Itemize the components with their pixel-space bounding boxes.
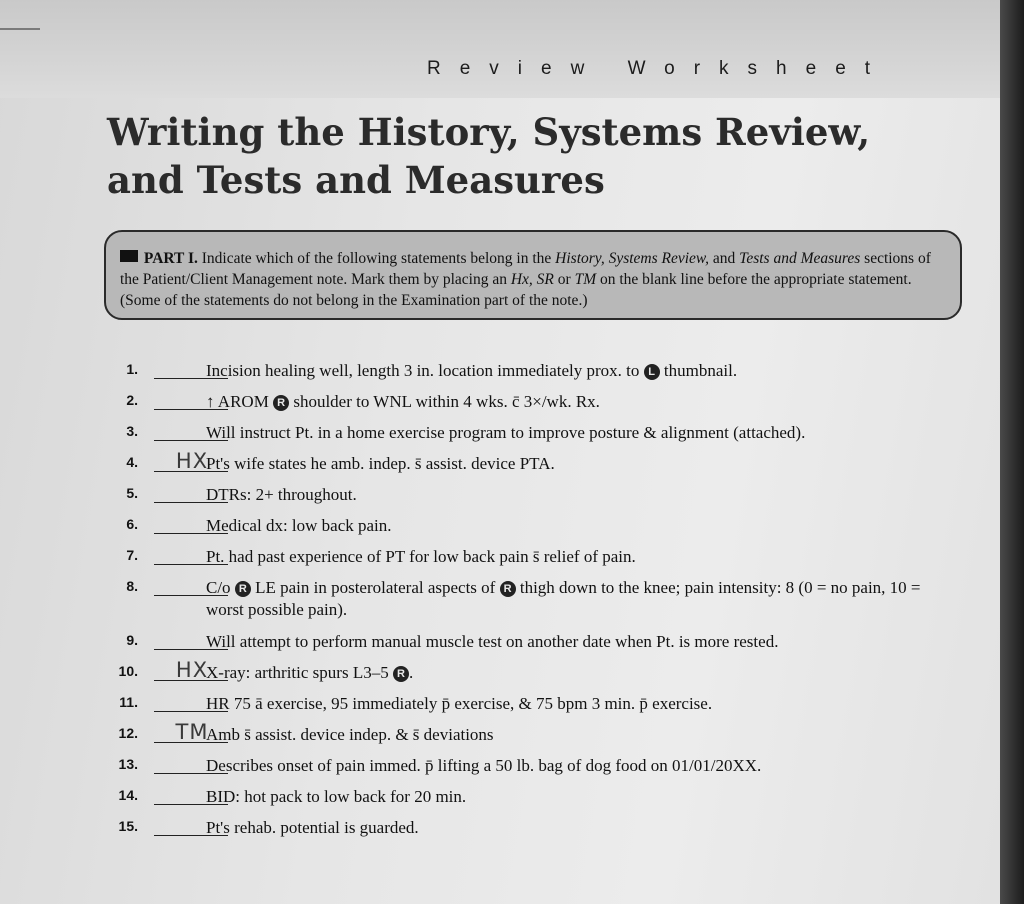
statement-row <box>84 513 964 544</box>
statement-row <box>84 753 964 784</box>
statement-text: C/o R LE pain in posterolateral aspects of R thigh down to the knee; pain intensity: 8 (0 = no pain, 10 = worst possible pain). <box>206 578 921 619</box>
statement-row <box>84 451 964 482</box>
statement-row <box>84 575 964 629</box>
statement-number: 8. <box>126 578 138 594</box>
statement-number: 6. <box>126 516 138 532</box>
statement-list <box>84 358 964 846</box>
instruction-hx: Hx, SR <box>510 271 554 288</box>
instruction-history: History, Systems Review, <box>555 250 709 267</box>
statement-row <box>84 691 964 722</box>
statement-text: Will instruct Pt. in a home exercise program to improve posture & alignment (attached). <box>206 423 806 442</box>
instruction-text-1: Indicate which of the following statements belong in the <box>201 250 556 267</box>
page-edge <box>1000 0 1024 904</box>
statement-row <box>84 358 964 389</box>
statement-text: DTRs: 2+ throughout. <box>206 485 357 504</box>
statement-row <box>84 722 964 753</box>
statement-number: 10. <box>118 663 138 679</box>
statement-row <box>84 482 964 513</box>
statement-number: 7. <box>126 547 138 563</box>
circled-r-icon: R <box>500 581 516 597</box>
statement-number: 13. <box>118 756 138 772</box>
statement-number: 15. <box>118 818 138 834</box>
review-worksheet-label: Review Worksheet <box>427 58 890 79</box>
statement-row <box>84 629 964 660</box>
statement-text: HR 75 ā exercise, 95 immediately p̄ exercise, & 75 bpm 3 min. p̄ exercise. <box>206 694 713 713</box>
part-label: PART I. <box>143 250 198 267</box>
page-title: Writing the History, Systems Review, and Tests and Measures <box>107 110 871 202</box>
handwritten-answer: TM <box>175 720 209 744</box>
statement-number: 14. <box>118 787 138 803</box>
statement-number: 11. <box>119 694 138 710</box>
handwritten-answer: HX <box>175 449 209 473</box>
circled-r-icon: R <box>273 395 289 411</box>
statement-row <box>84 420 964 451</box>
statement-row <box>84 815 964 846</box>
instruction-and: and <box>709 250 740 267</box>
instruction-tm: TM <box>574 271 597 288</box>
instruction-or: or <box>553 271 575 288</box>
instruction-box <box>104 230 962 320</box>
circled-r-icon: R <box>235 581 251 597</box>
statement-text: Describes onset of pain immed. p̄ lifting a 50 lb. bag of dog food on 01/01/20XX. <box>206 756 762 775</box>
circled-l-icon: L <box>644 364 660 380</box>
statement-text: X-ray: arthritic spurs L3–5 R . <box>206 663 414 682</box>
statement-row <box>84 544 964 575</box>
statement-number: 5. <box>126 485 138 501</box>
handwritten-answer: HX <box>175 658 209 682</box>
statement-number: 12. <box>118 725 138 741</box>
instruction-text-2: sections of the Patient/Client Management note. Mark them by placing an <box>120 250 931 288</box>
statement-text: Pt's rehab. potential is guarded. <box>206 818 419 837</box>
instruction-tests: Tests and Measures <box>739 250 861 267</box>
circled-r-icon: R <box>393 666 409 682</box>
statement-row <box>84 660 964 691</box>
statement-text: Medical dx: low back pain. <box>206 516 392 535</box>
statement-text: Pt. had past experience of PT for low back pain s̄ relief of pain. <box>206 547 636 566</box>
statement-number: 3. <box>126 423 138 439</box>
square-bullet-icon <box>120 250 138 262</box>
statement-number: 2. <box>126 392 138 408</box>
statement-text: Pt's wife states he amb. indep. s̄ assist. device PTA. <box>206 454 555 473</box>
statement-text: ↑ AROM R shoulder to WNL within 4 wks. c̄ 3×/wk. Rx. <box>206 392 600 411</box>
statement-number: 9. <box>126 632 138 648</box>
header-band <box>0 0 1000 98</box>
statement-number: 4. <box>126 454 138 470</box>
statement-text: Incision healing well, length 3 in. location immediately prox. to L thumbnail. <box>206 361 738 380</box>
statement-row <box>84 389 964 420</box>
statement-number: 1. <box>126 361 138 377</box>
statement-row <box>84 784 964 815</box>
statement-text: Amb s̄ assist. device indep. & s̄ deviations <box>206 725 494 744</box>
statement-text: BID: hot pack to low back for 20 min. <box>206 787 467 806</box>
statement-text: Will attempt to perform manual muscle test on another date when Pt. is more rested. <box>206 632 779 651</box>
instruction-text-3: on the blank line before the appropriate statement. (Some of the statements do not belong in the Examination part of the note.) <box>120 271 912 309</box>
